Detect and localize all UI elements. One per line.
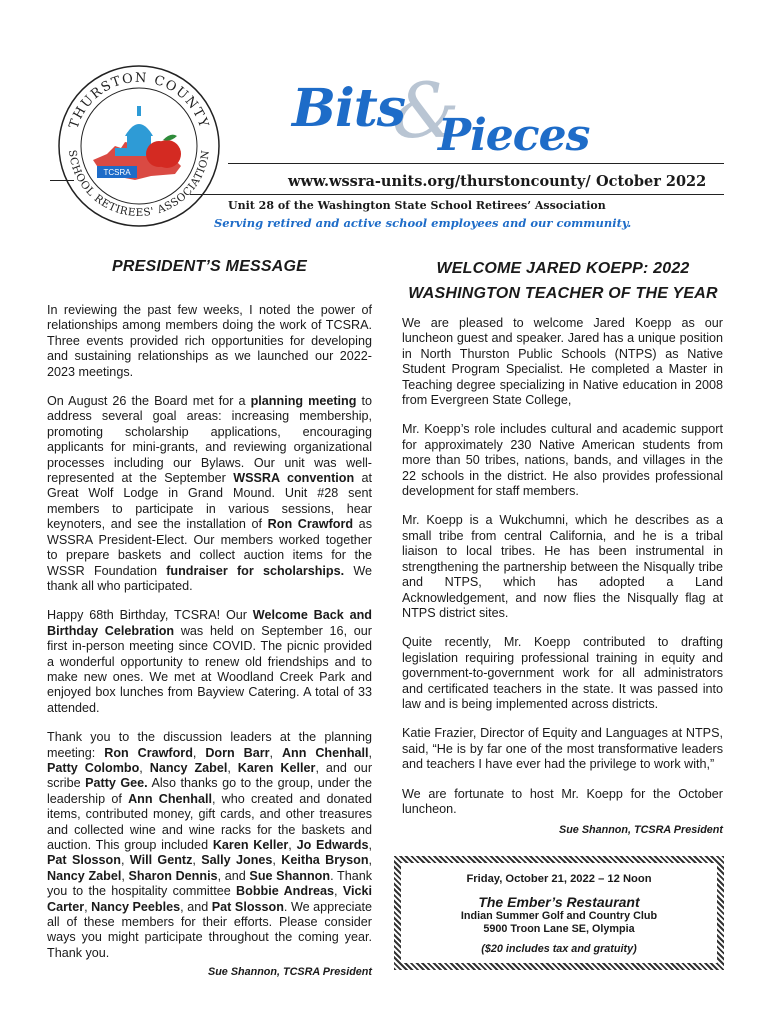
president-paragraph-4: Thank you to the discussion leaders at the planning meeting: Ron Crawford, Dorn Barr, Ann Chenhall, Patty Colombo, Nancy Zabel, Karen Keller, and our scribe Patty Gee. Also thanks go to the group, under the leadership of Ann Chenhall, who created and donated items, contributed money, gift cards, and other treasures and collected wine and wine racks for the baskets and auction. This group included Karen Keller, Jo Edwards, Pat Slosson, Will Gentz, Sally Jones, Keitha Bryson, Nancy Zabel, Sharon Dennis, and Sue Shannon. Thank you to the hospitality committee Bobbie Andreas, Vicki Carter, Nancy Peebles, and Pat Slosson. We appreciate all of these members for their efforts. Please consider ways you might participate throughout the coming year. Thank you. [47, 730, 373, 960]
welcome-paragraph-5: Katie Frazier, Director of Equity and Languages at NTPS, said, “He is by far one of the most transformative leaders and teachers I have ever had the privilege to work with,” [402, 726, 723, 772]
masthead-rule-top [228, 163, 724, 164]
seal-rule-left [50, 180, 74, 181]
presidents-message-body [47, 303, 372, 981]
president-signature: Sue Shannon, TCSRA President [208, 966, 372, 979]
event-datetime: Friday, October 21, 2022 – 12 Noon [466, 873, 652, 885]
event-club: Indian Summer Golf and Country Club [460, 910, 658, 922]
event-venue: The Ember’s Restaurant [478, 894, 640, 910]
title-ampersand: & [392, 66, 460, 155]
welcome-paragraph-6: We are fortunate to host Mr. Koepp for the October luncheon. [402, 786, 723, 816]
tagline: Serving retired and active school employees and our community. [214, 216, 632, 230]
title-pieces: Pieces [438, 110, 590, 161]
welcome-heading [396, 256, 730, 306]
welcome-body [402, 316, 723, 839]
president-paragraph-2: On August 26 the Board met for a planning meeting to address several goal areas: increasing membership, promoting scholarship applications, encouraging applicants for mini-grants, and reviewing organizational processes including our Bylaws. Our unit was well-represented at the September WSSRA convention at Great Wolf Lodge in Grand Mound. Unit #28 sent members to participate in various sessions, hear keynoters, and see the installation of Ron Crawford as WSSRA President-Elect. Our members worked together to prepare baskets and collect auction items for the WSSR Foundation fundraiser for scholarships. We thank all who participated. [47, 394, 373, 593]
event-price: ($20 includes tax and gratuity) [481, 943, 637, 955]
welcome-heading-line-1: WELCOME JARED KOEPP: 2022 [436, 260, 690, 277]
apple-icon [146, 135, 181, 168]
welcome-heading-line-2: WASHINGTON TEACHER OF THE YEAR [408, 285, 718, 302]
seal-top-text: THURSTON COUNTY [66, 70, 212, 131]
president-paragraph-3: Happy 68th Birthday, TCSRA! Our Welcome Back and Birthday Celebration was held on September 16, our first in-person meeting since COVID. The picnic provided a wonderful opportunity to renew old friendships and to make new ones. We met at Woodland Creek Park and enjoyed box lunches from Bayview Catering. A total of 33 attended. [47, 608, 372, 715]
president-paragraph-1: In reviewing the past few weeks, I noted the power of relationships among members doing the work of TCSRA. Three events provided rich opportunities for developing and sustaining relationships as we launched our 2022-2023 meetings. [47, 303, 372, 379]
issue-date: October 2022 [596, 173, 707, 190]
title-bits: Bits [292, 78, 405, 139]
tcsra-seal-logo [55, 62, 223, 230]
welcome-paragraph-1: We are pleased to welcome Jared Koepp as our luncheon guest and speaker. Jared has a unique position in North Thurston Public Schools (NTPS) as Native Student Program Specialist. He completed a Master in Teaching degree specializing in Native education in 2008 from Evergreen State College, [402, 316, 723, 408]
welcome-signature: Sue Shannon, TCSRA President [559, 824, 723, 837]
luncheon-event-box [394, 856, 724, 970]
masthead-rule-bottom [190, 194, 724, 195]
site-url[interactable]: www.wssra-units.org/thurstoncounty/ [288, 173, 591, 190]
welcome-paragraph-2: Mr. Koepp’s role includes cultural and academic support for approximately 230 Native American students from more than 50 tribes, nations, bands, and villages in the 22 schools in the district. He also provides professional development for staff members. [402, 422, 723, 499]
event-address: 5900 Troon Lane SE, Olympia [483, 923, 635, 935]
unit-line: Unit 28 of the Washington State School Retirees’ Association [228, 199, 606, 212]
seal-label: TCSRA [103, 168, 131, 177]
welcome-paragraph-3: Mr. Koepp is a Wukchumni, which he describes as a small tribe from central California, and he is a tribal liaison to local tribes. He has been instrumental in strengthening the partnership between the Nisqually tribe and NTPS, which has adopted a Land Acknowledgement, and now flies the Nisqually flag at NTPS district sites. [402, 513, 723, 620]
seal-bottom-text: SCHOOL RETIREES' ASSOCIATION [66, 149, 213, 220]
presidents-message-heading: PRESIDENT’S MESSAGE [112, 258, 307, 275]
welcome-paragraph-4: Quite recently, Mr. Koepp contributed to drafting legislation requiring professional training in equity and government-to-government work for all administrators and certificated teachers in the state. It was passed into law and is being implemented across districts. [402, 635, 723, 711]
